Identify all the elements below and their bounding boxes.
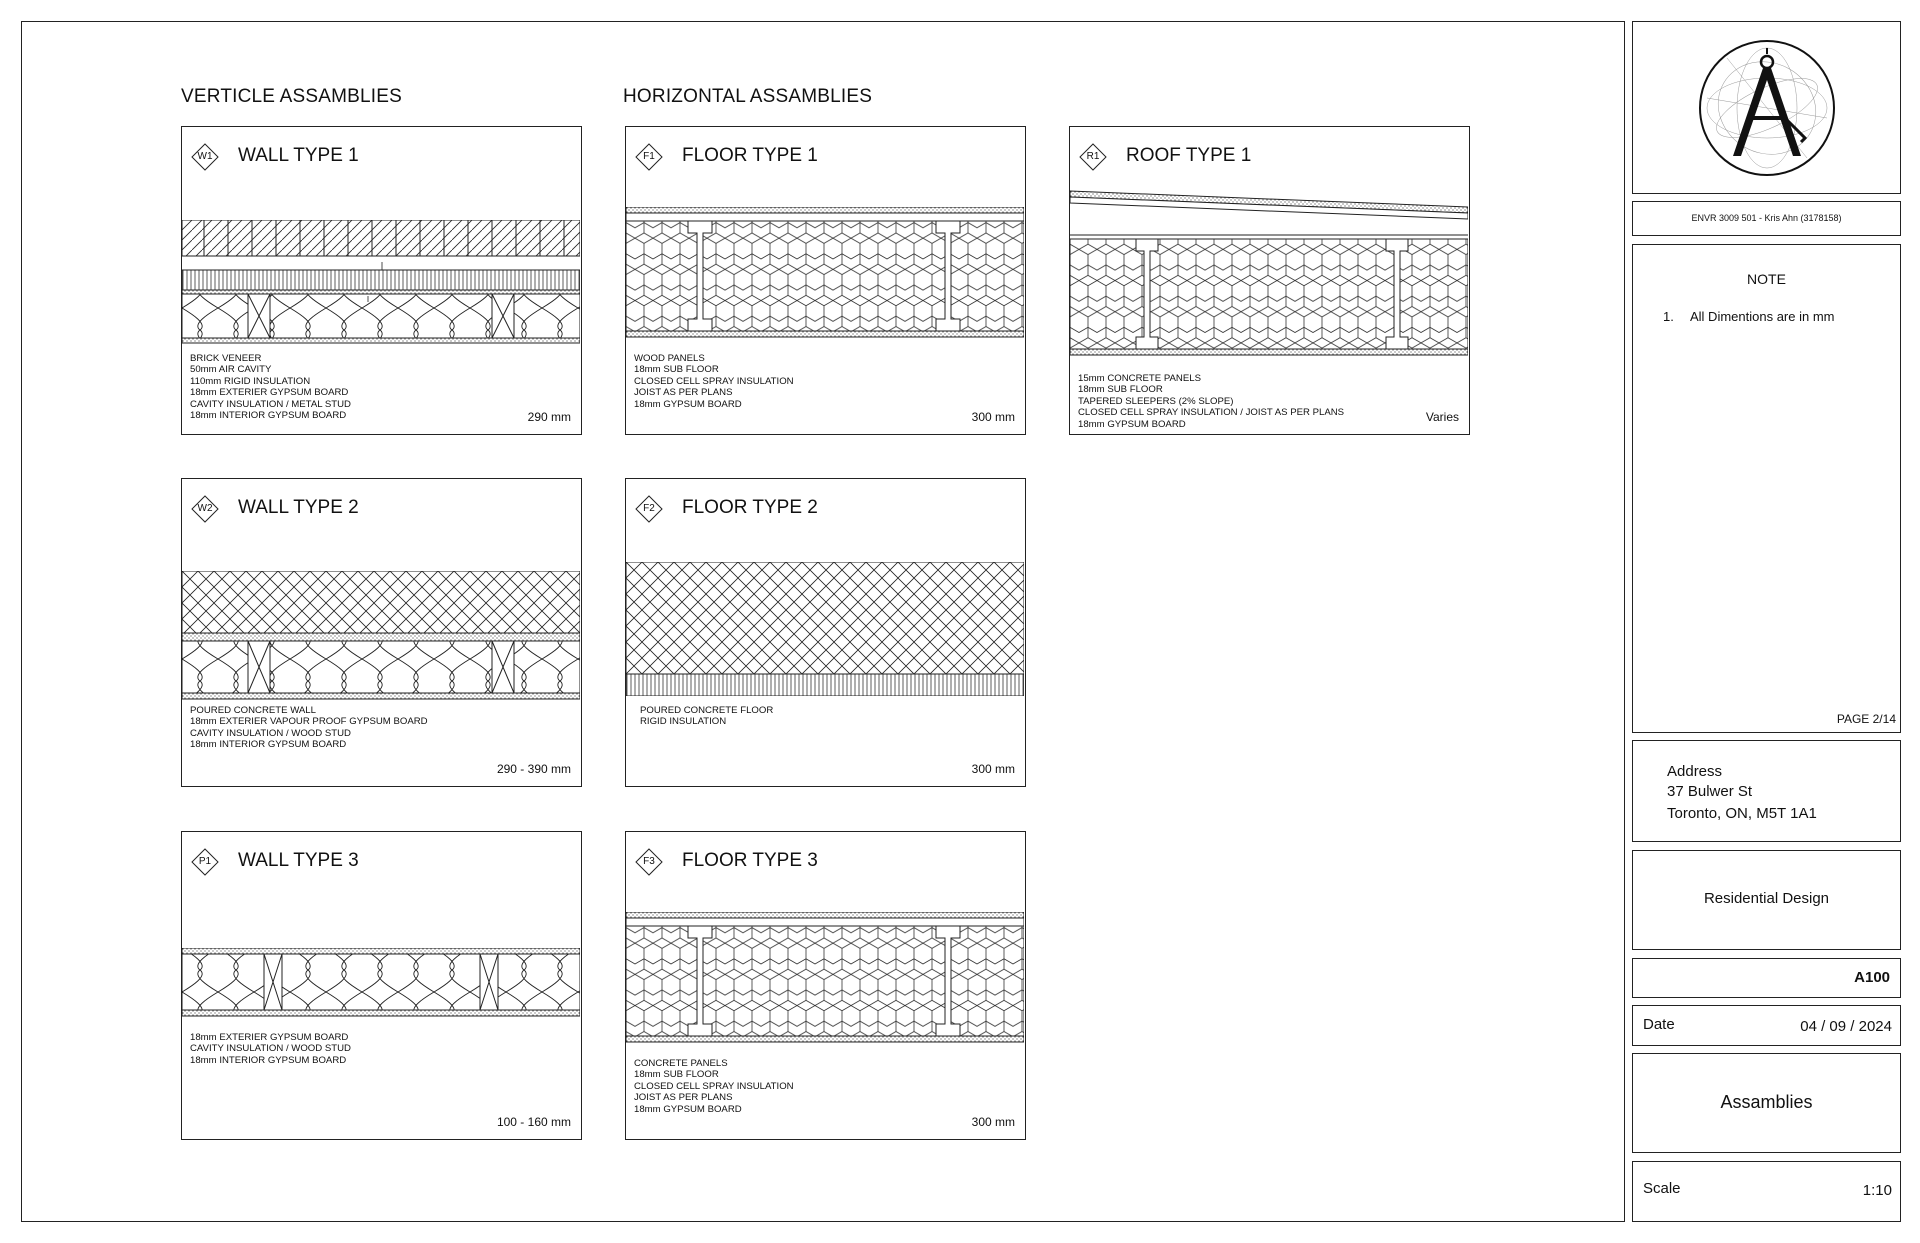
tag-diamond-icon [635,848,663,876]
assembly-dimension: 290 mm [527,410,571,424]
assembly-title: WALL TYPE 2 [238,497,359,518]
assembly-card-p1 [181,831,582,1140]
tag-diamond-icon [191,143,219,171]
sheet-title-box [1632,1053,1901,1153]
assembly-title: FLOOR TYPE 2 [682,497,818,518]
tag-diamond-icon [191,495,219,523]
floor-section-drawing [626,912,1024,1052]
tag-diamond-icon [635,495,663,523]
scale-value: 1:10 [1862,1182,1892,1199]
date-box [1632,1005,1901,1046]
assembly-card-f2 [625,478,1026,787]
section-title-vertical: VERTICLE ASSAMBLIES [181,86,402,107]
assembly-tag: F2 [643,503,655,514]
assembly-tag: F3 [643,856,655,867]
tag-diamond-icon [635,143,663,171]
assembly-tag: W2 [197,503,213,514]
project-name: Residential Design [1703,890,1830,907]
assembly-tag: P1 [198,856,212,867]
sheet-number: A100 [1854,969,1890,986]
assembly-notes: WOOD PANELS 18mm SUB FLOOR CLOSED CELL SPRAY INSULATION JOIST AS PER PLANS 18mm GYPSUM BOARD [634,353,794,410]
address-label: Address [1667,763,1723,780]
assembly-title: ROOF TYPE 1 [1126,145,1252,166]
assembly-card-w1 [181,126,582,435]
assembly-tag: F1 [643,151,655,162]
notes-heading: NOTE [1747,271,1786,287]
scale-box [1632,1161,1901,1222]
sheet-title: Assamblies [1720,1092,1813,1112]
assembly-dimension: 290 - 390 mm [496,762,571,776]
roof-section-drawing [1070,187,1468,363]
wall-section-drawing [182,948,580,1018]
date-label: Date [1643,1016,1675,1033]
course-info-box [1632,201,1901,236]
assembly-dimension: 300 mm [971,762,1015,776]
wall-section-drawing [182,571,580,705]
assembly-notes: 18mm EXTERIER GYPSUM BOARD CAVITY INSULATION / WOOD STUD 18mm INTERIOR GYPSUM BOARD [190,1032,351,1066]
assembly-notes: BRICK VENEER 50mm AIR CAVITY 110mm RIGID INSULATION 18mm EXTERIER GYPSUM BOARD CAVITY INSULATION / METAL STUD 18mm INTERIOR GYPSUM BOARD [190,353,351,422]
course-info: ENVR 3009 501 - Kris Ahn (3178158) [1691,213,1842,223]
assembly-notes: POURED CONCRETE FLOOR RIGID INSULATION [640,705,774,728]
assembly-card-r1 [1069,126,1470,435]
scale-label: Scale [1643,1180,1681,1197]
tag-diamond-icon [191,848,219,876]
assembly-dimension: Varies [1425,410,1459,424]
assembly-notes: CONCRETE PANELS 18mm SUB FLOOR CLOSED CELL SPRAY INSULATION JOIST AS PER PLANS 18mm GYPSUM BOARD [634,1058,794,1115]
assembly-notes: POURED CONCRETE WALL 18mm EXTERIER VAPOUR PROOF GYPSUM BOARD CAVITY INSULATION / WOOD STUD 18mm INTERIOR GYPSUM BOARD [190,705,428,751]
assembly-card-f3 [625,831,1026,1140]
date-value: 04 / 09 / 2024 [1800,1018,1892,1035]
floor-section-drawing [626,562,1024,696]
assembly-card-w2 [181,478,582,787]
tag-diamond-icon [1079,143,1107,171]
assembly-title: WALL TYPE 3 [238,850,359,871]
page-number: PAGE 2/14 [1836,712,1896,726]
assembly-title: WALL TYPE 1 [238,145,359,166]
section-title-horizontal: HORIZONTAL ASSAMBLIES [623,86,873,107]
wall-section-drawing [182,220,580,348]
project-box [1632,850,1901,950]
note-number: 1. [1663,309,1674,324]
compass-logo-icon [1697,38,1837,178]
assembly-tag: R1 [1086,151,1100,162]
address-line-1: 37 Bulwer St [1667,783,1753,800]
note-item: All Dimentions are in mm [1690,309,1835,324]
assembly-notes: 15mm CONCRETE PANELS 18mm SUB FLOOR TAPERED SLEEPERS (2% SLOPE) CLOSED CELL SPRAY INSULATION / JOIST AS PER PLANS 18mm GYPSUM BOARD [1078,373,1345,430]
notes-box [1632,244,1901,733]
title-block-logo [1632,21,1901,194]
assembly-title: FLOOR TYPE 1 [682,145,818,166]
floor-section-drawing [626,207,1024,347]
assembly-tag: W1 [197,151,213,162]
assembly-dimension: 300 mm [971,410,1015,424]
assembly-card-f1 [625,126,1026,435]
assembly-dimension: 300 mm [971,1115,1015,1129]
address-box [1632,740,1901,842]
assembly-title: FLOOR TYPE 3 [682,850,818,871]
sheet-number-box [1632,958,1901,998]
address-line-2: Toronto, ON, M5T 1A1 [1667,805,1817,822]
assembly-dimension: 100 - 160 mm [496,1115,571,1129]
